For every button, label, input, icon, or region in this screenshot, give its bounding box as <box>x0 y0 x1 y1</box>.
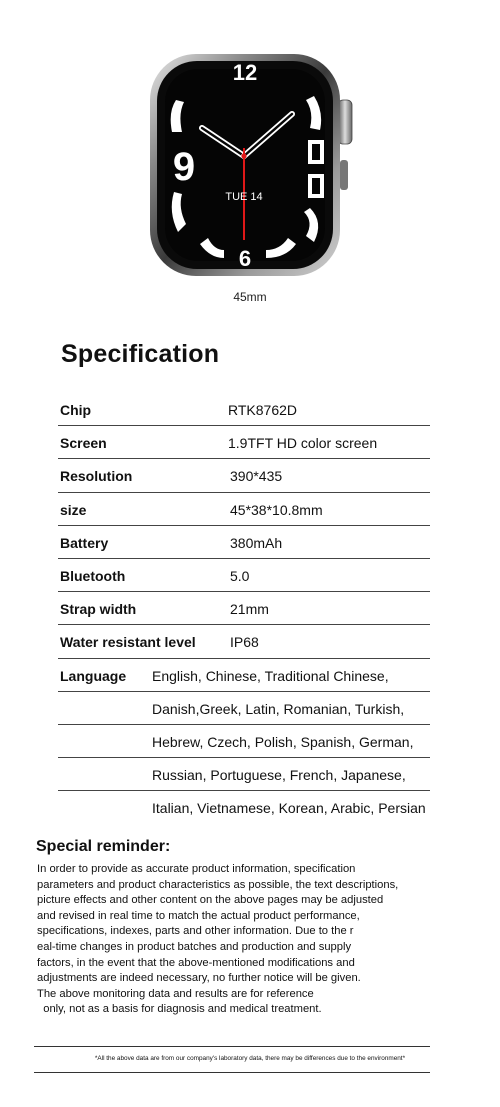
spec-label: Chip <box>60 402 92 418</box>
specification-title: Specification <box>61 340 220 368</box>
language-line: Hebrew, Czech, Polish, Spanish, German, <box>152 733 414 750</box>
hands-pivot <box>241 153 246 158</box>
side-button <box>340 160 348 190</box>
spec-value: 5.0 <box>230 567 250 584</box>
specification-table <box>58 393 430 824</box>
special-reminder-body <box>37 862 457 1018</box>
spec-value: RTK8762D <box>228 402 298 418</box>
footer-divider-bottom <box>34 1072 430 1073</box>
spec-label: Strap width <box>60 601 137 618</box>
language-line: Russian, Portuguese, French, Japanese, <box>152 767 406 784</box>
reminder-line: In order to provide as accurate product information, specification <box>37 863 356 875</box>
spec-label: Screen <box>60 435 107 452</box>
spec-row-chip <box>58 393 430 426</box>
spec-value: 380mAh <box>230 534 283 551</box>
language-line: English, Chinese, Traditional Chinese, <box>152 667 389 684</box>
spec-label: Resolution <box>60 468 133 485</box>
watch-number-6: 6 <box>238 246 252 271</box>
spec-value: 45*38*10.8mm <box>230 501 323 518</box>
reminder-line: The above monitoring data and results are for reference <box>37 987 314 1000</box>
watch-date: TUE 14 <box>225 191 263 203</box>
reminder-line: only, not as a basis for diagnosis and medical treatment. <box>37 1003 322 1016</box>
footer-note: *All the above data are from our company's laboratory data, there may be differences due to the environment* <box>94 1055 406 1062</box>
reminder-line: eal-time changes in product batches and production and supply <box>37 940 352 953</box>
reminder-line: picture effects and other content on the above pages may be adjusted <box>37 894 384 907</box>
smartwatch-image <box>148 52 356 282</box>
special-reminder-title: Special reminder: <box>36 838 171 855</box>
reminder-line: and revised in real time to match the actual product performance, <box>37 909 360 922</box>
spec-label: size <box>60 501 87 518</box>
reminder-line: parameters and product characteristics as possible, the text descriptions, <box>37 878 399 891</box>
spec-label: Water resistant level <box>60 634 196 651</box>
spec-row-water-resistant <box>58 625 430 658</box>
spec-row-bluetooth <box>58 559 430 592</box>
smartwatch-illustration <box>148 52 356 282</box>
language-row <box>58 692 430 725</box>
spec-label: Language <box>60 667 127 684</box>
spec-row-screen <box>58 426 430 459</box>
footer-divider-top <box>34 1046 430 1047</box>
language-row <box>58 758 430 791</box>
language-line: Danish,Greek, Latin, Romanian, Turkish, <box>152 700 405 717</box>
spec-value: 1.9TFT HD color screen <box>228 435 378 452</box>
reminder-line: factors, in the event that the above-mentioned modifications and <box>37 956 355 969</box>
language-row <box>58 725 430 758</box>
watch-number-9: 9 <box>172 145 196 189</box>
spec-value: 390*435 <box>230 468 283 485</box>
crown <box>338 100 352 144</box>
reminder-line: specifications, indexes, parts and other information. Due to the r <box>37 925 354 938</box>
spec-label: Bluetooth <box>60 567 126 584</box>
spec-row-battery <box>58 526 430 559</box>
spec-row-language <box>58 659 430 692</box>
spec-row-size <box>58 493 430 526</box>
spec-value: 21mm <box>230 601 269 618</box>
spec-row-resolution <box>58 459 430 492</box>
spec-row-strap-width <box>58 592 430 625</box>
language-line: Italian, Vietnamese, Korean, Arabic, Persian <box>152 800 426 817</box>
watch-number-12: 12 <box>232 60 258 85</box>
size-label: 45mm <box>233 290 267 304</box>
language-row <box>58 791 430 824</box>
reminder-line: adjustments are indeed necessary, no further notice will be given. <box>37 972 361 985</box>
spec-value: IP68 <box>230 634 259 651</box>
spec-label: Battery <box>60 534 109 551</box>
